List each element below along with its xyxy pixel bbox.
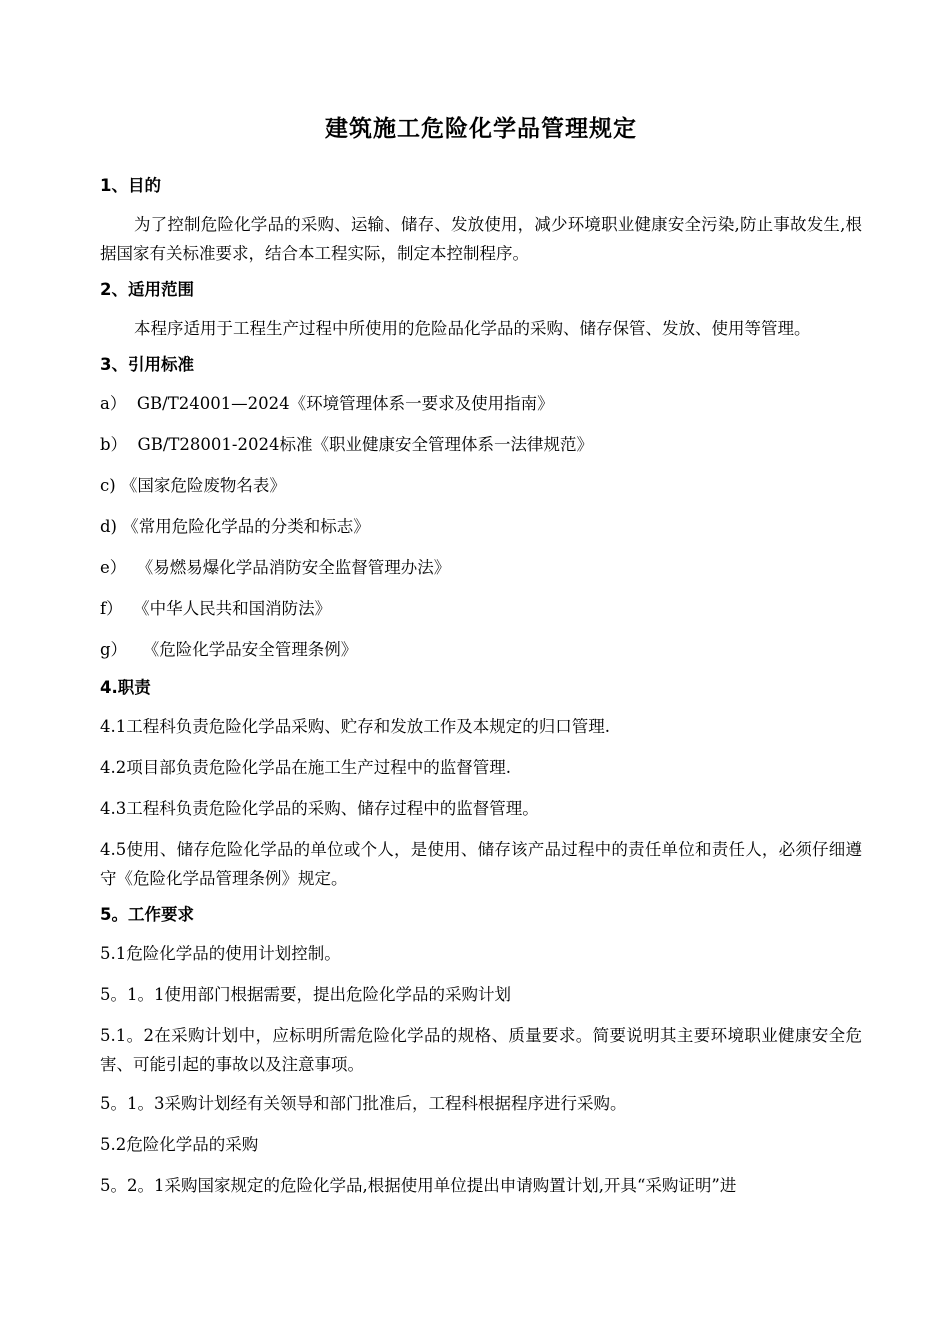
reference-item-b: b） GB/T28001-2024标准《职业健康安全管理体系一法律规范》 [100,435,593,454]
requirement-item-5-1-1: 5。1。1使用部门根据需要，提出危险化学品的采购计划 [100,985,511,1004]
reference-item-g: g） 《危险化学品安全管理条例》 [100,640,358,659]
reference-item-d: d) 《常用危险化学品的分类和标志》 [100,517,370,536]
requirement-item-5-2-1: 5。2。1采购国家规定的危险化学品,根据使用单位提出申请购置计划,开具“采购证明”进 [100,1176,737,1195]
section-3-heading: 3、引用标准 [100,355,194,374]
section-5-heading: 5。工作要求 [100,905,194,924]
reference-item-e: e） 《易燃易爆化学品消防安全监督管理办法》 [100,558,451,577]
section-4-heading: 4.职责 [100,678,151,697]
reference-item-f: f） 《中华人民共和国消防法》 [100,599,332,618]
section-2-heading: 2、适用范围 [100,280,194,299]
document-title: 建筑施工危险化学品管理规定 [325,116,637,142]
requirement-item-5-1-3: 5。1。3采购计划经有关领导和部门批准后，工程科根据程序进行采购。 [100,1094,627,1113]
document-page [100,112,862,1212]
requirement-item-5-1-2: 5.1。2在采购计划中，应标明所需危险化学品的规格、质量要求。简要说明其主要环境职业健康安全危害、可能引起的事故以及注意事项。 [100,1026,862,1074]
requirement-item-5-2: 5.2危险化学品的采购 [100,1135,259,1154]
duty-item-4-2: 4.2项目部负责危险化学品在施工生产过程中的监督管理. [100,758,511,777]
reference-item-a: a） GB/T24001—2024《环境管理体系一要求及使用指南》 [100,394,554,413]
duty-item-4-5: 4.5使用、储存危险化学品的单位或个人，是使用、储存该产品过程中的责任单位和责任人，必须仔细遵守《危险化学品管理条例》规定。 [100,840,862,888]
duty-item-4-1: 4.1工程科负责危险化学品采购、贮存和发放工作及本规定的归口管理. [100,717,610,736]
reference-item-c: c) 《国家危险废物名表》 [100,476,286,495]
section-2-body: 本程序适用于工程生产过程中所使用的危险品化学品的采购、储存保管、发放、使用等管理。 [134,319,811,338]
requirement-item-5-1: 5.1危险化学品的使用计划控制。 [100,944,341,963]
section-1-heading: 1、目的 [100,176,161,195]
section-1-body: 为了控制危险化学品的采购、运输、储存、发放使用，减少环境职业健康安全污染,防止事故发生,根据国家有关标准要求，结合本工程实际，制定本控制程序。 [100,215,862,263]
duty-item-4-3: 4.3工程科负责危险化学品的采购、储存过程中的监督管理。 [100,799,539,818]
